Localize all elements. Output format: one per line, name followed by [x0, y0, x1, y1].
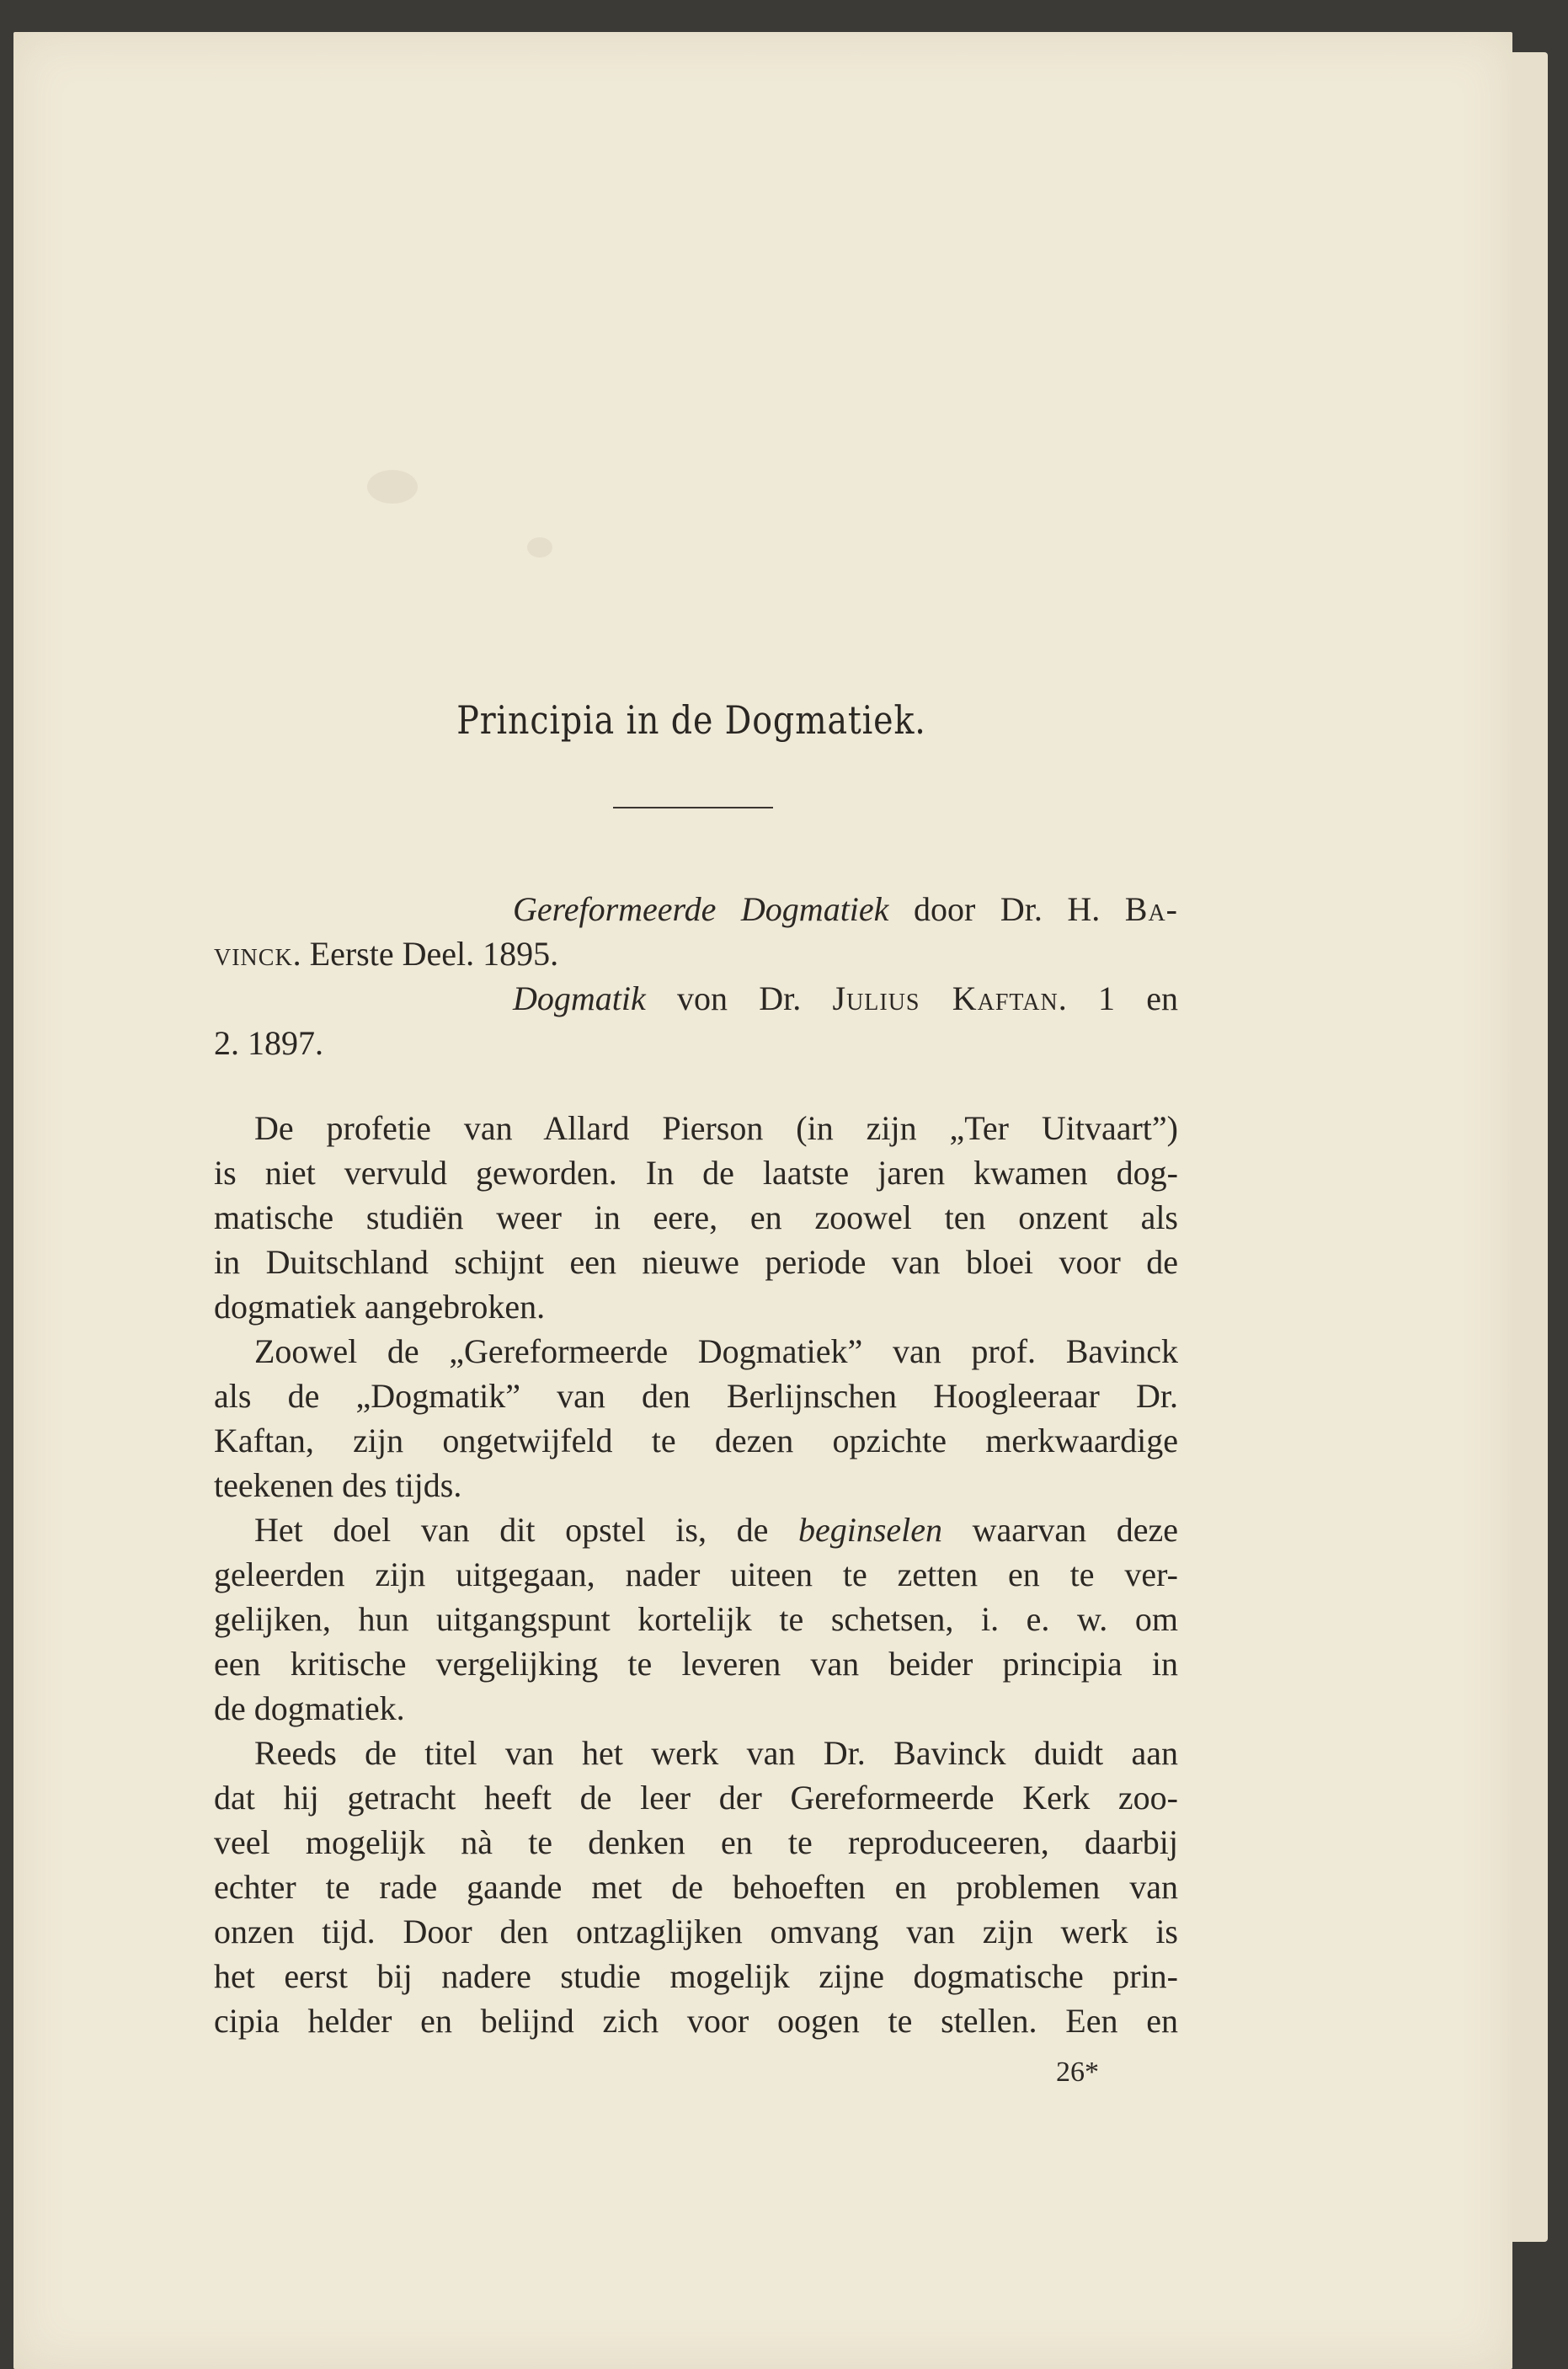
line-text: onzen tijd. Door den ontzaglijken omvang van zijn werk is [214, 1913, 1178, 1950]
line-text: teekenen des tijds. [214, 1466, 462, 1504]
text-line [214, 1865, 1178, 1909]
line-text: een kritische vergelijking te leveren van beider principia in [214, 1645, 1178, 1683]
text-line [214, 1150, 1178, 1195]
text-line [214, 1909, 1178, 1954]
text-line [214, 1374, 1178, 1418]
reference-text: Gereformeerde Dogmatiek [513, 890, 889, 928]
line-text: dogmatiek aangebroken. [214, 1288, 546, 1326]
text-line [214, 1418, 1178, 1463]
paragraph [214, 1329, 1178, 1507]
page-number: 26* [1056, 2057, 1099, 2088]
line-text: Kaftan, zijn ongetwijfeld te dezen opzichte merkwaardige [214, 1422, 1178, 1459]
document-page [13, 32, 1512, 2369]
text-line [214, 1552, 1178, 1597]
text-line [214, 1597, 1178, 1641]
reference-text: Ba- [1124, 890, 1178, 928]
paragraph [214, 1731, 1178, 2043]
paper-stain [367, 470, 418, 504]
reference-line [214, 976, 1178, 1021]
article-title: Principia in de Dogmatiek. [456, 697, 926, 743]
line-text: Zoowel de „Gereformeerde Dogmatiek” van prof. Bavinck [254, 1332, 1178, 1370]
line-text: gelijken, hun uitgangspunt kortelijk te schetsen, i. e. w. om [214, 1600, 1178, 1638]
line-text: veel mogelijk nà te denken en te reproduceeren, daarbij [214, 1823, 1178, 1861]
text-line [214, 1195, 1178, 1240]
line-text: is niet vervuld geworden. In de laatste jaren kwamen dog- [214, 1154, 1178, 1192]
line-text: het eerst bij nadere studie mogelijk zijne dogmatische prin- [214, 1957, 1178, 1995]
reference-text: . 1 en [1058, 979, 1178, 1017]
page-inner [13, 32, 1512, 2369]
text-line [214, 1507, 1178, 1552]
line-text: De profetie van Allard Pierson (in zijn „Ter Uitvaart”) [254, 1109, 1178, 1147]
text-line [214, 1954, 1178, 1998]
line-text: waarvan deze [942, 1511, 1178, 1549]
paragraph [214, 1106, 1178, 1329]
reference-block [214, 887, 1178, 1065]
line-text: cipia helder en belijnd zich voor oogen te stellen. Een en [214, 2002, 1178, 2040]
line-text: in Duitschland schijnt een nieuwe periode van bloei voor de [214, 1243, 1178, 1281]
reference-text: vinck [214, 935, 293, 973]
line-text: de dogmatiek. [214, 1689, 405, 1727]
paper-stain [527, 537, 552, 558]
reference-line [214, 931, 1178, 976]
reference-text: 2. 1897. [214, 1024, 323, 1062]
text-line [214, 1731, 1178, 1775]
reference-line [214, 887, 1178, 931]
text-line [214, 1463, 1178, 1507]
line-text: echter te rade gaande met de behoeften en problemen van [214, 1868, 1178, 1906]
text-line [214, 1284, 1178, 1329]
body-text [214, 1106, 1178, 2043]
text-line [214, 1641, 1178, 1686]
title-rule [613, 807, 773, 808]
paragraph [214, 1507, 1178, 1731]
reference-text: Julius Kaftan [832, 979, 1059, 1017]
text-line [214, 1998, 1178, 2043]
reference-text: Dogmatik [513, 979, 646, 1017]
text-line [214, 1686, 1178, 1731]
reference-text: door Dr. H. [888, 890, 1125, 928]
line-text: geleerden zijn uitgegaan, nader uiteen te zetten en te ver- [214, 1555, 1178, 1593]
text-line [214, 1106, 1178, 1150]
reference-text: . Eerste Deel. 1895. [292, 935, 559, 973]
line-text: Reeds de titel van het werk van Dr. Bavinck duidt aan [254, 1734, 1178, 1772]
reference-text: von Dr. [645, 979, 833, 1017]
line-text: matische studiën weer in eere, en zoowel ten onzent als [214, 1198, 1178, 1236]
text-line [214, 1820, 1178, 1865]
line-text: Het doel van dit opstel is, de [254, 1511, 798, 1549]
line-text: als de „Dogmatik” van den Berlijnschen Hoogleeraar Dr. [214, 1377, 1178, 1415]
text-line [214, 1329, 1178, 1374]
text-line [214, 1240, 1178, 1284]
reference-line [214, 1021, 1178, 1065]
emphasis-text: beginselen [797, 1511, 943, 1549]
line-text: dat hij getracht heeft de leer der Gereformeerde Kerk zoo- [214, 1779, 1178, 1817]
text-line [214, 1775, 1178, 1820]
